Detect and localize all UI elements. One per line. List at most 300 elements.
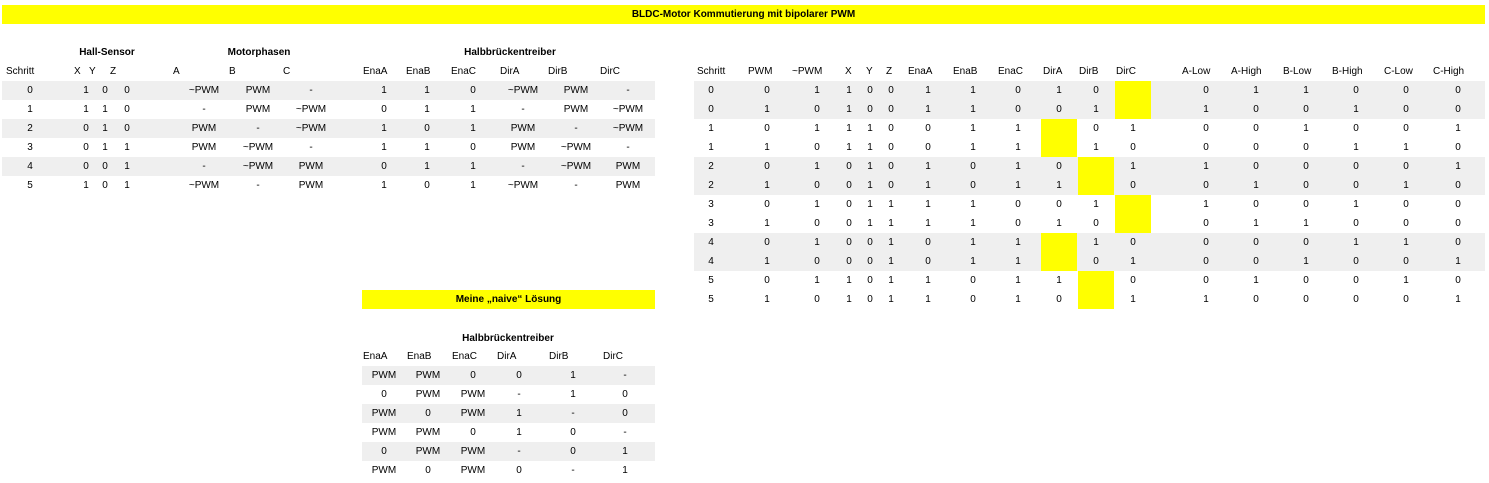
left-header-10: DirA — [500, 66, 520, 77]
left-cell: PWM — [191, 123, 217, 134]
left-cell: 1 — [424, 161, 430, 172]
right-cell: 0 — [708, 85, 714, 96]
left-cell: - — [256, 180, 260, 191]
left-cell: 0 — [424, 123, 430, 134]
right-cell: 0 — [1130, 237, 1136, 248]
left-cell: 1 — [424, 104, 430, 115]
right-cell: 1 — [1303, 85, 1309, 96]
right-cell: 0 — [1130, 275, 1136, 286]
naive-cell: 0 — [425, 465, 431, 476]
right-cell: 3 — [708, 199, 714, 210]
right-cell: 1 — [1455, 256, 1461, 267]
right-cell: 1 — [925, 275, 931, 286]
naive-cell: PWM — [415, 446, 441, 457]
right-cell: 0 — [1130, 142, 1136, 153]
left-row — [2, 100, 655, 119]
right-cell: 0 — [814, 180, 820, 191]
highlight-cell — [1041, 252, 1077, 271]
left-cell: 1 — [102, 142, 108, 153]
naive-cell: 0 — [425, 408, 431, 419]
right-cell: 1 — [764, 104, 770, 115]
right-cell: 0 — [1455, 85, 1461, 96]
right-cell: 0 — [764, 123, 770, 134]
right-cell: 0 — [970, 161, 976, 172]
highlight-cell — [1115, 214, 1151, 233]
left-cell: 3 — [27, 142, 33, 153]
left-cell: - — [574, 180, 578, 191]
left-row — [2, 119, 655, 138]
right-row — [694, 252, 1485, 271]
naive-cell: PWM — [371, 465, 397, 476]
left-cell: - — [626, 85, 630, 96]
left-header-8: EnaB — [406, 66, 431, 77]
highlight-cell — [1078, 176, 1114, 195]
left-cell: PWM — [191, 142, 217, 153]
left-cell: 0 — [124, 123, 130, 134]
right-cell: 0 — [888, 142, 894, 153]
left-cell: - — [202, 104, 206, 115]
right-cell: 1 — [1015, 256, 1021, 267]
left-cell: 1 — [27, 104, 33, 115]
naive-cell: 1 — [516, 427, 522, 438]
highlight-cell — [1115, 100, 1151, 119]
right-header-13: A-High — [1231, 66, 1262, 77]
right-cell: 0 — [970, 180, 976, 191]
left-cell: ~PWM — [188, 180, 220, 191]
left-cell: 1 — [124, 180, 130, 191]
right-cell: 0 — [1303, 294, 1309, 305]
left-cell: ~PWM — [560, 161, 592, 172]
right-cell: 0 — [1403, 123, 1409, 134]
right-cell: 0 — [888, 123, 894, 134]
right-cell: 1 — [925, 85, 931, 96]
right-cell: 1 — [1015, 275, 1021, 286]
right-cell: 1 — [846, 275, 852, 286]
highlight-cell — [1078, 157, 1114, 176]
right-header-5: Z — [886, 66, 893, 77]
right-cell: 1 — [814, 85, 820, 96]
left-cell: 1 — [424, 85, 430, 96]
right-cell: 1 — [1253, 218, 1259, 229]
right-cell: 0 — [1015, 199, 1021, 210]
right-cell: 1 — [1056, 218, 1062, 229]
naive-cell: 1 — [516, 408, 522, 419]
left-cell: 1 — [381, 180, 387, 191]
right-cell: 0 — [846, 237, 852, 248]
right-cell: 0 — [1093, 85, 1099, 96]
group-hall-sensor: Hall-Sensor — [79, 47, 135, 58]
left-cell: PWM — [245, 104, 271, 115]
left-cell: - — [521, 161, 525, 172]
naive-header-0: EnaA — [363, 351, 388, 362]
right-cell: 1 — [846, 85, 852, 96]
right-header-4: Y — [866, 66, 873, 77]
left-cell: - — [309, 142, 313, 153]
right-cell: 1 — [764, 256, 770, 267]
right-cell: 0 — [970, 294, 976, 305]
right-cell: 1 — [1130, 123, 1136, 134]
right-cell: 1 — [1056, 180, 1062, 191]
right-cell: 1 — [1056, 275, 1062, 286]
highlight-cell — [1115, 195, 1151, 214]
naive-cell: 0 — [381, 446, 387, 457]
right-cell: 1 — [1015, 237, 1021, 248]
right-cell: 0 — [1203, 275, 1209, 286]
left-header-2: Y — [89, 66, 96, 77]
left-cell: ~PWM — [295, 123, 327, 134]
left-cell: 0 — [27, 85, 33, 96]
naive-cell: 1 — [622, 446, 628, 457]
naive-row — [362, 423, 655, 442]
left-header-9: EnaC — [451, 66, 477, 77]
right-cell: 1 — [925, 218, 931, 229]
right-cell: 1 — [970, 256, 976, 267]
left-cell: - — [574, 123, 578, 134]
right-cell: 2 — [708, 161, 714, 172]
naive-cell: 0 — [516, 370, 522, 381]
left-cell: 1 — [83, 85, 89, 96]
right-cell: 0 — [1403, 199, 1409, 210]
right-cell: 0 — [1403, 161, 1409, 172]
right-cell: 0 — [846, 161, 852, 172]
left-cell: 0 — [124, 85, 130, 96]
right-cell: 1 — [888, 199, 894, 210]
right-header-15: B-High — [1332, 66, 1363, 77]
right-cell: 1 — [867, 180, 873, 191]
naive-header-4: DirB — [549, 351, 569, 362]
right-cell: 1 — [1015, 142, 1021, 153]
left-cell: 0 — [381, 161, 387, 172]
right-cell: 0 — [1353, 180, 1359, 191]
right-row — [694, 195, 1485, 214]
right-cell: 1 — [1455, 294, 1461, 305]
right-cell: 1 — [846, 142, 852, 153]
left-cell: 1 — [470, 161, 476, 172]
right-cell: 0 — [1093, 218, 1099, 229]
left-cell: 4 — [27, 161, 33, 172]
left-cell: 0 — [102, 180, 108, 191]
right-cell: 0 — [846, 199, 852, 210]
left-cell: 0 — [470, 85, 476, 96]
right-cell: 1 — [764, 180, 770, 191]
right-cell: 1 — [925, 180, 931, 191]
right-cell: 0 — [925, 237, 931, 248]
naive-cell: 0 — [570, 446, 576, 457]
left-cell: 0 — [83, 161, 89, 172]
right-cell: 0 — [814, 218, 820, 229]
right-cell: 0 — [867, 275, 873, 286]
left-header-4: A — [173, 66, 180, 77]
left-cell: - — [521, 104, 525, 115]
right-cell: 1 — [925, 161, 931, 172]
right-cell: 5 — [708, 275, 714, 286]
right-cell: 1 — [867, 199, 873, 210]
left-cell: PWM — [510, 123, 536, 134]
right-cell: 0 — [764, 275, 770, 286]
group-halbbrueckentreiber: Halbbrückentreiber — [464, 47, 556, 58]
naive-header-3: DirA — [497, 351, 517, 362]
right-cell: 1 — [814, 123, 820, 134]
right-header-11: DirC — [1116, 66, 1136, 77]
right-cell: 1 — [1015, 294, 1021, 305]
right-row — [694, 290, 1485, 309]
right-cell: 0 — [867, 104, 873, 115]
left-header-0: Schritt — [6, 66, 35, 77]
right-row — [694, 214, 1485, 233]
right-cell: 0 — [867, 256, 873, 267]
right-cell: 1 — [764, 218, 770, 229]
left-header-5: B — [229, 66, 236, 77]
right-cell: 0 — [1455, 180, 1461, 191]
naive-header-5: DirC — [603, 351, 623, 362]
right-cell: 1 — [867, 123, 873, 134]
right-cell: 1 — [1203, 161, 1209, 172]
left-cell: 0 — [424, 180, 430, 191]
right-cell: 0 — [846, 256, 852, 267]
page-title: BLDC-Motor Kommutierung mit bipolarer PWM — [631, 9, 856, 20]
right-cell: 0 — [1203, 123, 1209, 134]
right-cell: 1 — [1253, 275, 1259, 286]
right-cell: 0 — [888, 180, 894, 191]
right-cell: 1 — [925, 199, 931, 210]
right-cell: 0 — [708, 104, 714, 115]
right-cell: 1 — [888, 256, 894, 267]
right-cell: 0 — [1303, 237, 1309, 248]
right-cell: 0 — [1253, 142, 1259, 153]
left-header-7: EnaA — [363, 66, 388, 77]
left-cell: ~PWM — [612, 123, 644, 134]
right-cell: 1 — [1015, 123, 1021, 134]
right-cell: 0 — [1403, 294, 1409, 305]
left-cell: PWM — [298, 180, 324, 191]
right-cell: 0 — [1203, 256, 1209, 267]
right-cell: 1 — [1093, 104, 1099, 115]
naive-row — [362, 442, 655, 461]
right-cell: 1 — [1303, 123, 1309, 134]
right-cell: 0 — [1303, 161, 1309, 172]
right-cell: 1 — [970, 218, 976, 229]
naive-cell: - — [571, 408, 575, 419]
left-cell: 1 — [470, 123, 476, 134]
right-cell: 1 — [1353, 199, 1359, 210]
right-cell: 0 — [1203, 218, 1209, 229]
right-header-9: DirA — [1043, 66, 1063, 77]
right-cell: 1 — [1130, 256, 1136, 267]
right-cell: 0 — [1203, 85, 1209, 96]
highlight-cell — [1041, 233, 1077, 252]
right-cell: 0 — [1303, 275, 1309, 286]
right-cell: 0 — [1353, 161, 1359, 172]
right-cell: 0 — [1403, 256, 1409, 267]
right-cell: 1 — [867, 218, 873, 229]
right-cell: 0 — [867, 85, 873, 96]
right-cell: 1 — [1253, 85, 1259, 96]
right-cell: 0 — [1203, 237, 1209, 248]
naive-cell: 0 — [570, 427, 576, 438]
right-cell: 0 — [1203, 142, 1209, 153]
right-cell: 0 — [1455, 199, 1461, 210]
left-cell: 1 — [83, 180, 89, 191]
right-cell: 4 — [708, 256, 714, 267]
right-cell: 1 — [1093, 237, 1099, 248]
right-cell: 0 — [925, 256, 931, 267]
left-cell: PWM — [245, 85, 271, 96]
left-header-1: X — [74, 66, 81, 77]
right-header-6: EnaA — [908, 66, 933, 77]
right-cell: 0 — [1303, 142, 1309, 153]
naive-header-2: EnaC — [452, 351, 478, 362]
right-cell: 0 — [1253, 161, 1259, 172]
right-cell: 1 — [1303, 218, 1309, 229]
right-cell: 0 — [1015, 218, 1021, 229]
right-cell: 1 — [970, 104, 976, 115]
naive-cell: - — [517, 389, 521, 400]
naive-cell: 0 — [470, 427, 476, 438]
right-cell: 0 — [1455, 237, 1461, 248]
naive-cell: PWM — [415, 370, 441, 381]
right-cell: 0 — [1056, 294, 1062, 305]
left-row — [2, 176, 655, 195]
right-cell: 0 — [1015, 104, 1021, 115]
right-cell: 0 — [867, 237, 873, 248]
right-cell: 0 — [1056, 199, 1062, 210]
naive-cell: - — [571, 465, 575, 476]
naive-title: Meine „naive“ Lösung — [455, 294, 562, 305]
right-cell: 1 — [846, 123, 852, 134]
right-cell: 1 — [1403, 237, 1409, 248]
highlight-cell — [1041, 138, 1077, 157]
right-header-10: DirB — [1079, 66, 1099, 77]
right-row — [694, 176, 1485, 195]
left-cell: 0 — [124, 104, 130, 115]
left-cell: 0 — [83, 123, 89, 134]
right-cell: 1 — [814, 199, 820, 210]
left-cell: 1 — [83, 104, 89, 115]
right-cell: 0 — [846, 218, 852, 229]
right-cell: 0 — [814, 104, 820, 115]
left-cell: ~PWM — [507, 180, 539, 191]
right-cell: 1 — [1015, 161, 1021, 172]
right-row — [694, 100, 1485, 119]
right-header-14: B-Low — [1283, 66, 1312, 77]
right-cell: 0 — [867, 294, 873, 305]
right-cell: 1 — [970, 123, 976, 134]
naive-cell: PWM — [415, 427, 441, 438]
right-cell: 1 — [1353, 237, 1359, 248]
left-cell: ~PWM — [188, 85, 220, 96]
right-cell: 0 — [1130, 180, 1136, 191]
right-cell: 0 — [846, 180, 852, 191]
left-cell: - — [202, 161, 206, 172]
right-cell: 1 — [970, 142, 976, 153]
right-cell: 1 — [1353, 142, 1359, 153]
right-cell: 1 — [1130, 294, 1136, 305]
right-cell: 1 — [970, 199, 976, 210]
left-cell: - — [626, 142, 630, 153]
left-cell: ~PWM — [242, 161, 274, 172]
right-cell: 4 — [708, 237, 714, 248]
right-cell: 0 — [1353, 275, 1359, 286]
left-cell: 0 — [83, 142, 89, 153]
right-cell: 0 — [1253, 123, 1259, 134]
left-cell: 1 — [470, 104, 476, 115]
right-cell: 1 — [970, 85, 976, 96]
naive-cell: 0 — [381, 389, 387, 400]
right-row — [694, 157, 1485, 176]
right-header-2: ~PWM — [792, 66, 823, 77]
right-cell: 0 — [1253, 199, 1259, 210]
naive-header-1: EnaB — [407, 351, 432, 362]
group-motorphasen: Motorphasen — [227, 47, 291, 58]
right-cell: 1 — [1455, 123, 1461, 134]
right-cell: 1 — [1253, 180, 1259, 191]
right-cell: 0 — [1303, 180, 1309, 191]
right-cell: 1 — [970, 237, 976, 248]
naive-row — [362, 404, 655, 423]
left-cell: PWM — [563, 104, 589, 115]
left-cell: - — [256, 123, 260, 134]
right-cell: 0 — [1253, 104, 1259, 115]
right-cell: 0 — [1253, 294, 1259, 305]
right-cell: 0 — [1403, 104, 1409, 115]
right-cell: 1 — [867, 142, 873, 153]
left-row — [2, 157, 655, 176]
right-cell: 0 — [1353, 123, 1359, 134]
right-cell: 0 — [764, 85, 770, 96]
naive-cell: 1 — [570, 370, 576, 381]
left-cell: 1 — [470, 180, 476, 191]
left-cell: PWM — [615, 161, 641, 172]
right-header-8: EnaC — [998, 66, 1024, 77]
right-cell: 1 — [814, 275, 820, 286]
right-cell: 0 — [1455, 275, 1461, 286]
right-cell: 0 — [888, 104, 894, 115]
naive-row — [362, 461, 655, 480]
right-cell: 0 — [1253, 256, 1259, 267]
left-cell: ~PWM — [295, 104, 327, 115]
naive-cell: PWM — [371, 408, 397, 419]
left-header-6: C — [283, 66, 291, 77]
right-cell: 0 — [970, 275, 976, 286]
right-cell: 0 — [1353, 218, 1359, 229]
right-cell: 1 — [846, 294, 852, 305]
left-cell: 1 — [381, 85, 387, 96]
right-header-3: X — [845, 66, 852, 77]
right-row — [694, 119, 1485, 138]
left-cell: ~PWM — [612, 104, 644, 115]
right-cell: 1 — [1455, 161, 1461, 172]
naive-row — [362, 385, 655, 404]
right-cell: 1 — [1203, 104, 1209, 115]
left-cell: ~PWM — [242, 142, 274, 153]
left-header-11: DirB — [548, 66, 568, 77]
left-cell: - — [309, 85, 313, 96]
right-cell: 0 — [814, 142, 820, 153]
title-band — [2, 5, 1485, 24]
right-cell: 1 — [814, 237, 820, 248]
right-cell: 1 — [764, 142, 770, 153]
right-header-17: C-High — [1433, 66, 1465, 77]
left-cell: PWM — [510, 142, 536, 153]
left-cell: 0 — [102, 161, 108, 172]
right-cell: 0 — [1056, 104, 1062, 115]
naive-group-halbbrueckentreiber: Halbbrückentreiber — [462, 333, 554, 344]
right-cell: 1 — [888, 275, 894, 286]
right-cell: 1 — [867, 161, 873, 172]
highlight-cell — [1078, 290, 1114, 309]
right-cell: 0 — [925, 142, 931, 153]
naive-cell: PWM — [460, 389, 486, 400]
